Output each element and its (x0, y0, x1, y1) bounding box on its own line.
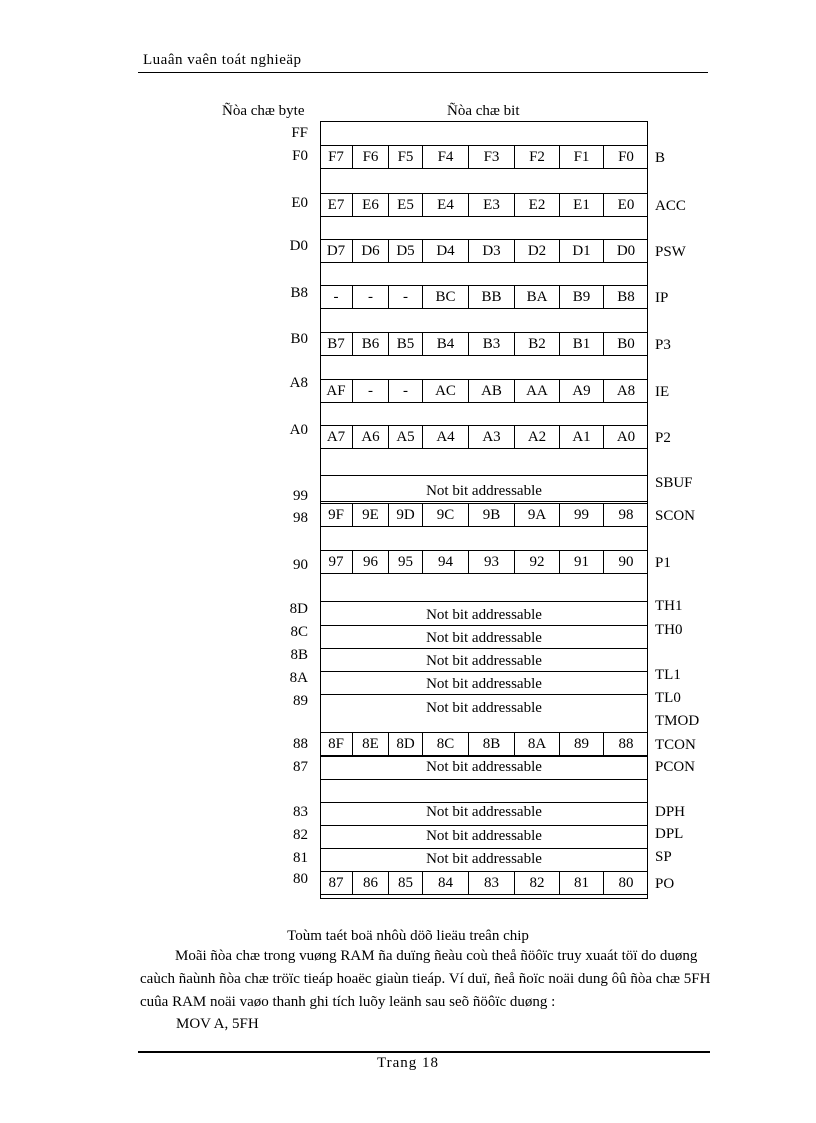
bit-cell: - (353, 286, 389, 308)
bit-row-po (320, 871, 648, 895)
column-header-byte-address: Ñòa chæ byte (222, 103, 305, 119)
byte-address: 82 (293, 827, 308, 843)
bit-cell: 8A (515, 733, 560, 755)
byte-address: B0 (290, 331, 308, 347)
not-bit-addressable-label: Not bit addressable (426, 676, 542, 692)
bit-cell: 91 (560, 551, 604, 573)
bit-cell: E5 (389, 194, 423, 216)
bit-cell: - (320, 286, 353, 308)
bit-cell: 81 (560, 872, 604, 894)
register-name: P2 (655, 430, 671, 446)
not-bit-addressable-label: Not bit addressable (426, 607, 542, 623)
register-name: DPH (655, 804, 686, 820)
byte-address: 8D (289, 601, 308, 617)
bit-cell: B0 (617, 335, 635, 352)
bit-cell: 9B (469, 504, 515, 526)
bit-row-ie (320, 379, 648, 403)
register-name: TMOD (655, 713, 700, 729)
bit-cell: 88 (618, 735, 634, 752)
bit-cell: 8B (469, 733, 515, 755)
bit-row-tcon (320, 732, 648, 756)
row-divider (320, 671, 648, 672)
bit-cell: F0 (618, 148, 634, 165)
byte-address: A8 (289, 375, 308, 391)
bit-cell: A3 (469, 426, 515, 448)
bit-cell: 84 (423, 872, 469, 894)
register-name: ACC (655, 198, 686, 214)
byte-address: 8B (290, 647, 308, 663)
register-name: PO (655, 876, 675, 892)
bit-cell: 85 (389, 872, 423, 894)
row-divider (320, 871, 648, 872)
bit-cell: E0 (617, 196, 635, 213)
bit-cell: A9 (560, 380, 604, 402)
byte-address: 87 (293, 759, 308, 775)
body-paragraph: Moãi ñòa chæ trong vuøng RAM ña duïng ñeàu coù theå ñöôïc truy xuaát töï do duøng caùch ñaùnh ñòa chæ tröïc tieáp hoaëc giaùn tieáp. Ví duï, ñeå ñoïc noäi dung ôû ñòa chæ 5FH cuûa RAM noäi vaøo thanh ghi tích luõy leänh sau seõ ñöôïc duøng : (140, 948, 711, 1010)
bit-cell: F2 (515, 146, 560, 168)
bit-cell: D6 (353, 240, 389, 262)
bit-cell: F3 (469, 146, 515, 168)
bit-cell: 9A (515, 504, 560, 526)
bit-cell: 8C (423, 733, 469, 755)
bit-cell: F1 (560, 146, 604, 168)
byte-address: 98 (293, 510, 308, 526)
bit-cell: E6 (353, 194, 389, 216)
register-name: SBUF (655, 475, 693, 491)
bit-cell: D7 (320, 240, 353, 262)
not-bit-addressable-label: Not bit addressable (426, 851, 542, 867)
bit-cell: A1 (560, 426, 604, 448)
bit-cell: A0 (616, 428, 636, 445)
bit-cell: A6 (353, 426, 389, 448)
not-bit-addressable-label: Not bit addressable (426, 483, 542, 499)
bit-cell: D5 (389, 240, 423, 262)
header-divider (138, 72, 708, 73)
row-divider (320, 625, 648, 626)
bit-cell: E3 (469, 194, 515, 216)
bit-cell: B4 (423, 333, 469, 355)
byte-address: E0 (291, 195, 308, 211)
bit-cell: D3 (469, 240, 515, 262)
bit-cell: A7 (320, 426, 353, 448)
not-bit-addressable-label: Not bit addressable (426, 653, 542, 669)
row-divider (320, 475, 648, 476)
byte-address: 80 (293, 871, 308, 887)
bit-cell: 95 (389, 551, 423, 573)
row-divider (320, 825, 648, 826)
code-line: MOV A, 5FH (176, 1016, 259, 1032)
byte-address: 8C (290, 624, 308, 640)
register-name: SCON (655, 508, 696, 524)
byte-address: A0 (289, 422, 308, 438)
row-divider (320, 779, 648, 780)
row-divider (320, 601, 648, 602)
bit-cell: B5 (389, 333, 423, 355)
bit-cell: E1 (560, 194, 604, 216)
bit-cell: A5 (389, 426, 423, 448)
register-name: SP (655, 849, 672, 865)
bit-row-ip (320, 285, 648, 309)
byte-address: B8 (290, 285, 308, 301)
register-name: IP (655, 290, 669, 306)
bit-cell: D2 (515, 240, 560, 262)
bit-cell: D0 (616, 242, 636, 259)
row-divider (320, 694, 648, 695)
row-divider (320, 802, 648, 803)
bit-cell: 80 (618, 874, 634, 891)
bit-cell: AF (320, 380, 353, 402)
byte-address: 88 (293, 736, 308, 752)
byte-address: 83 (293, 804, 308, 820)
register-name: TL0 (655, 690, 681, 706)
byte-address: 89 (293, 693, 308, 709)
bit-cell: 96 (353, 551, 389, 573)
not-bit-addressable-label: Not bit addressable (426, 804, 542, 820)
table-caption: Toùm taét boä nhôù döõ lieäu treân chip (287, 928, 529, 944)
bit-cell: 9D (389, 504, 423, 526)
bit-cell: 90 (618, 553, 634, 570)
bit-cell: 9E (353, 504, 389, 526)
bit-row-p2 (320, 425, 648, 449)
byte-address: F0 (292, 148, 308, 164)
register-name: TH1 (655, 598, 683, 614)
bit-cell: E7 (320, 194, 353, 216)
bit-cell: E2 (515, 194, 560, 216)
bit-cell: - (389, 380, 423, 402)
row-divider (320, 501, 648, 502)
bit-cell: BB (469, 286, 515, 308)
register-name: P1 (655, 555, 671, 571)
bit-cell: 92 (515, 551, 560, 573)
bit-cell: 8F (320, 733, 353, 755)
register-name: DPL (655, 826, 684, 842)
bit-cell: AC (423, 380, 469, 402)
bit-row-b (320, 145, 648, 169)
bit-cell: 94 (423, 551, 469, 573)
bit-cell: 8D (389, 733, 423, 755)
bit-cell: A4 (423, 426, 469, 448)
register-name: P3 (655, 337, 671, 353)
bit-cell: 86 (353, 872, 389, 894)
bit-cell: 9C (423, 504, 469, 526)
register-name: TL1 (655, 667, 681, 683)
bit-row-psw (320, 239, 648, 263)
page-footer: Trang 18 (376, 1055, 440, 1071)
bit-cell: 83 (469, 872, 515, 894)
bit-cell: B8 (617, 288, 635, 305)
bit-cell: B2 (515, 333, 560, 355)
not-bit-addressable-label: Not bit addressable (426, 700, 542, 716)
bit-cell: AA (515, 380, 560, 402)
footer-divider (138, 1051, 710, 1053)
bit-row-p1 (320, 550, 648, 574)
bit-cell: 97 (320, 551, 353, 573)
byte-address: D0 (289, 238, 308, 254)
register-name: IE (655, 384, 670, 400)
bit-row-acc (320, 193, 648, 217)
bit-cell: B9 (560, 286, 604, 308)
bit-cell: - (353, 380, 389, 402)
not-bit-addressable-label: Not bit addressable (426, 828, 542, 844)
byte-address: 99 (293, 488, 308, 504)
bit-cell: 87 (320, 872, 353, 894)
bit-cell: B3 (469, 333, 515, 355)
bit-cell: 98 (618, 506, 634, 523)
row-divider (320, 648, 648, 649)
bit-cell: BC (423, 286, 469, 308)
bit-cell: F4 (423, 146, 469, 168)
address-ff: FF (291, 125, 308, 141)
bit-cell: 9F (320, 504, 353, 526)
register-name: TCON (655, 737, 696, 753)
column-header-bit-address: Ñòa chæ bit (447, 103, 520, 119)
bit-cell: B6 (353, 333, 389, 355)
register-name: TH0 (655, 622, 683, 638)
bit-cell: 8E (353, 733, 389, 755)
bit-row-scon (320, 503, 648, 527)
register-name: PSW (655, 244, 686, 260)
bit-cell: A8 (616, 382, 636, 399)
bit-cell: F5 (389, 146, 423, 168)
bit-cell: D1 (560, 240, 604, 262)
bit-cell: A2 (515, 426, 560, 448)
bit-cell: 99 (560, 504, 604, 526)
page-header-title: Luaân vaên toát nghieäp (143, 52, 302, 68)
not-bit-addressable-label: Not bit addressable (426, 759, 542, 775)
bit-cell: 89 (560, 733, 604, 755)
byte-address: 90 (293, 557, 308, 573)
bit-cell: - (389, 286, 423, 308)
byte-address: 81 (293, 850, 308, 866)
bit-cell: E4 (423, 194, 469, 216)
not-bit-addressable-label: Not bit addressable (426, 630, 542, 646)
bit-cell: B7 (320, 333, 353, 355)
byte-address: 8A (289, 670, 308, 686)
bit-cell: 93 (469, 551, 515, 573)
bit-cell: 82 (515, 872, 560, 894)
bit-cell: B1 (560, 333, 604, 355)
row-divider (320, 756, 648, 757)
bit-cell: D4 (423, 240, 469, 262)
bit-cell: AB (469, 380, 515, 402)
bit-row-p3 (320, 332, 648, 356)
bit-cell: F7 (320, 146, 353, 168)
row-divider (320, 848, 648, 849)
bit-cell: BA (515, 286, 560, 308)
register-name: B (655, 150, 666, 166)
bit-cell: F6 (353, 146, 389, 168)
register-name: PCON (655, 759, 696, 775)
